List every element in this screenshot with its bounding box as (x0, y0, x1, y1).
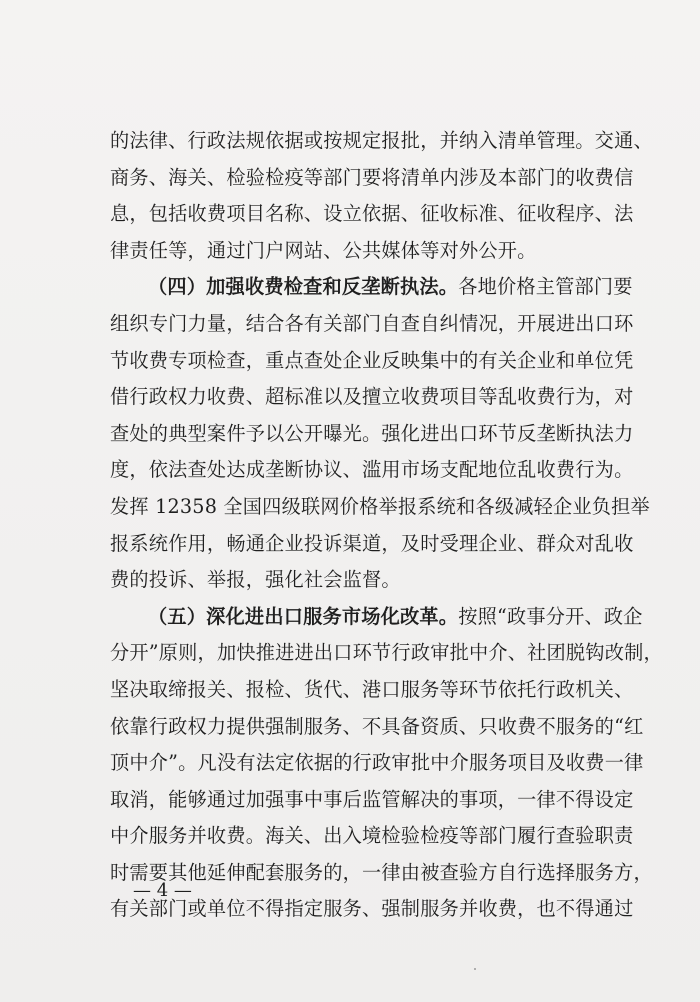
text-line: 度，依法查处达成垄断协议、滥用市场支配地位乱收费行为。 (110, 458, 634, 482)
text-line: 坚决取缔报关、报检、货代、港口服务等环节依托行政机关、 (110, 677, 634, 701)
section-heading-line (110, 269, 633, 306)
section-heading: （五）深化进出口服务市场化改革。 (148, 604, 459, 628)
text-line: 发挥 12358 全国四级联网价格举报系统和各级减轻企业负担举 (110, 494, 650, 518)
text-line: 分开”原则，加快推进进出口环节行政审批中介、社团脱钩改制， (110, 641, 663, 665)
text-line: 组织专门力量，结合各有关部门自查自纠情况，开展进出口环 (110, 311, 634, 335)
text-line: 律责任等，通过门户网站、公共媒体等对外公开。 (110, 238, 537, 262)
text-line: 查处的典型案件予以公开曝光。强化进出口环节反垄断执法力 (110, 421, 634, 445)
text-line: 息，包括收费项目名称、设立依据、征收标准、征收程序、法 (110, 202, 634, 226)
text-line: 的法律、行政法规依据或按规定报批，并纳入清单管理。交通、 (110, 129, 653, 152)
text-span: 按照“政事分开、政企 (458, 604, 643, 628)
text-line: 借行政权力收费、超标准以及擅立收费项目等乱收费行为，对 (110, 385, 634, 409)
scan-speck (474, 968, 476, 970)
section-heading: （四）加强收费检查和反垄断执法。 (148, 275, 459, 299)
text-line: 取消，能够通过加强事中事后监管解决的事项，一律不得设定 (110, 787, 634, 811)
text-span: 各地价格主管部门要 (458, 275, 633, 299)
text-line: 有关部门或单位不得指定服务、强制服务并收费，也不得通过 (110, 897, 634, 921)
section-heading-line (110, 599, 643, 636)
text-line: 顶中介”。凡没有法定依据的行政审批中介服务项目及收费一律 (110, 751, 644, 775)
text-line: 中介服务并收费。海关、出入境检验检疫等部门履行查验职责 (110, 824, 634, 848)
text-line: 节收费专项检查，重点查处企业反映集中的有关企业和单位凭 (110, 348, 634, 372)
document-body (110, 123, 663, 928)
text-line: 时需要其他延伸配套服务的，一律由被查验方自行选择服务方， (110, 860, 653, 884)
text-line: 商务、海关、检验检疫等部门要将清单内涉及本部门的收费信 (110, 165, 634, 189)
text-line: 报系统作用，畅通企业投诉渠道，及时受理企业、群众对乱收 (110, 531, 634, 555)
text-line: 费的投诉、举报，强化社会监督。 (110, 568, 401, 592)
text-line: 依靠行政权力提供强制服务、不具备资质、只收费不服务的“红 (110, 714, 644, 738)
page-number: — 4 — (133, 880, 192, 901)
